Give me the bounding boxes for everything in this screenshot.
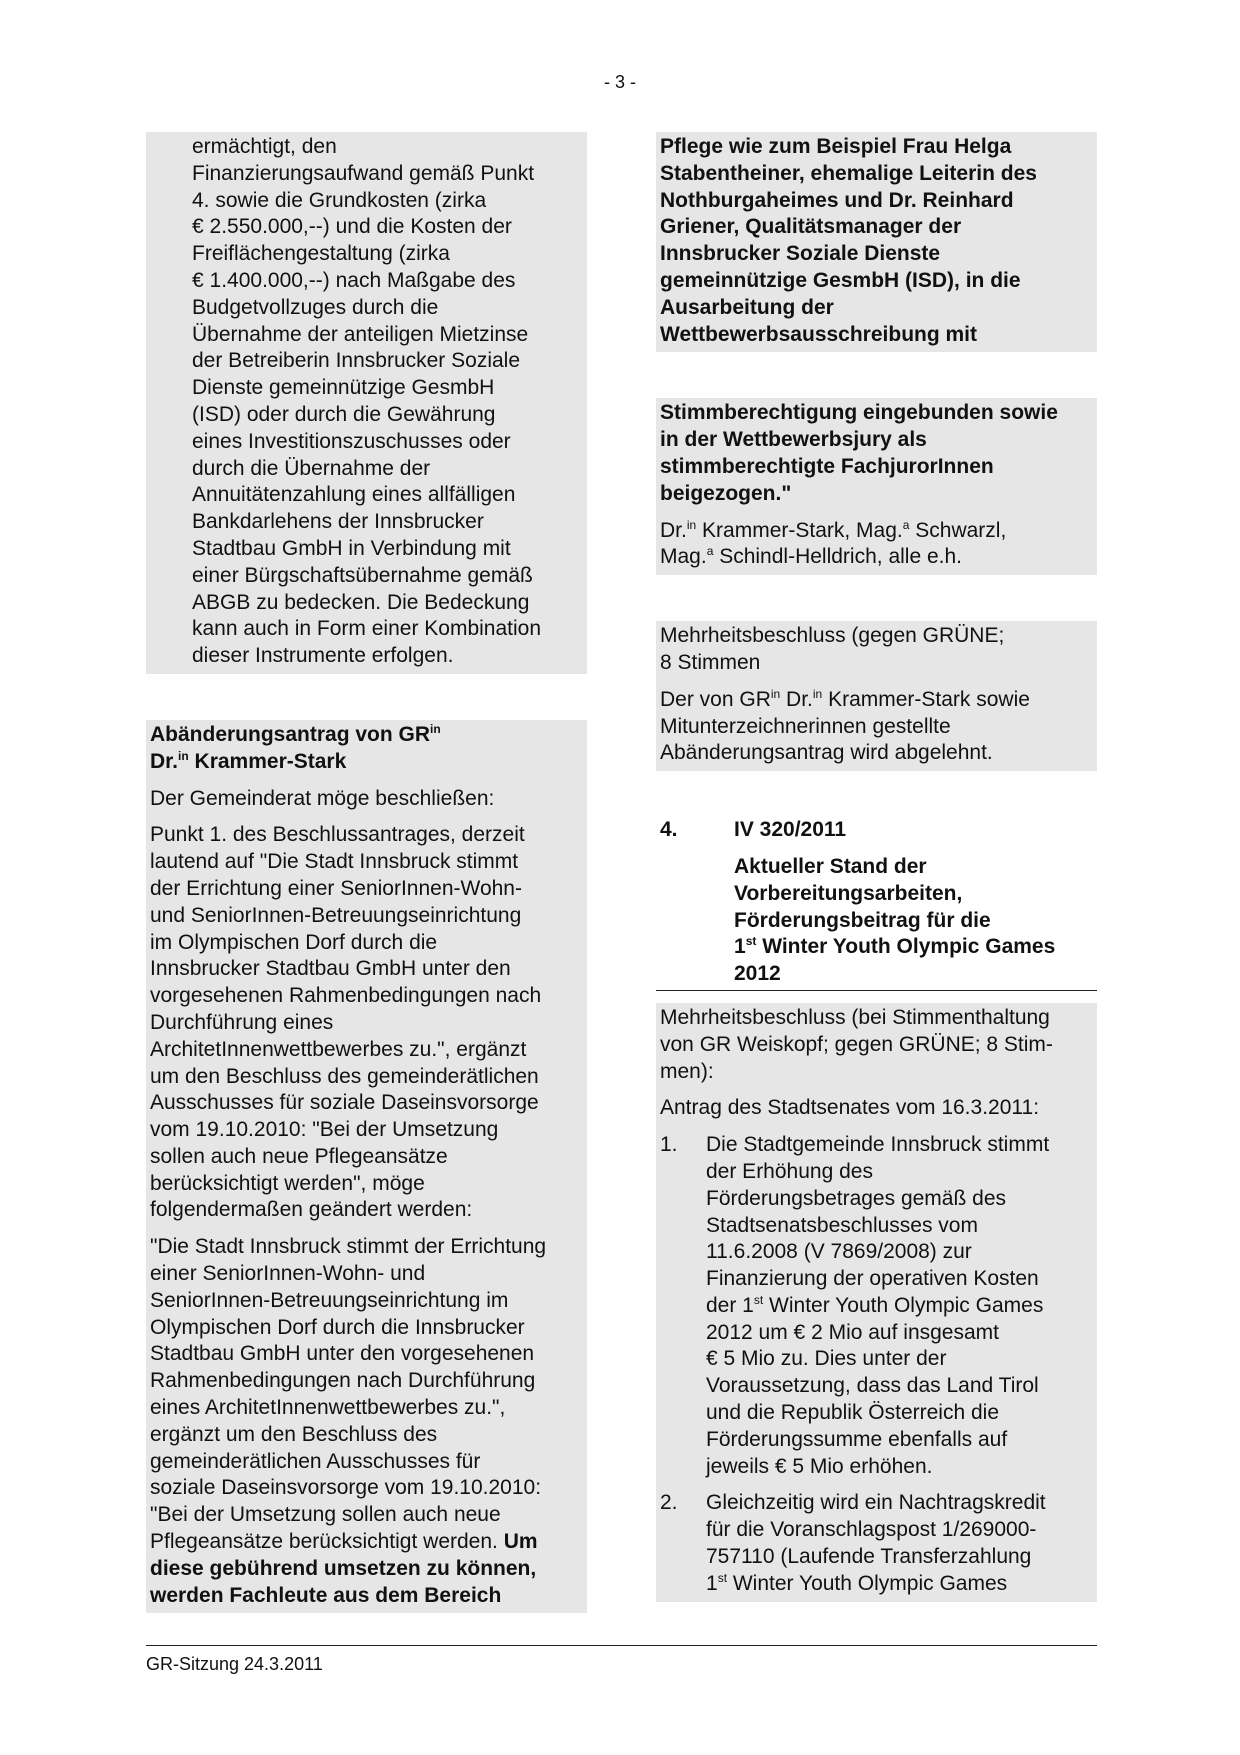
text-line: Aktueller Stand der <box>734 854 927 878</box>
text-line: Die Stadtgemeinde Innsbruck stimmt <box>706 1133 1050 1157</box>
text-line: vom 19.10.2010: "Bei der Umsetzung <box>150 1118 499 1142</box>
text-line: ArchitetInnenwettbewerbes zu.", ergänzt <box>150 1037 527 1061</box>
text-line: Innsbrucker Soziale Dienste <box>660 242 941 266</box>
text-line: (ISD) oder durch die Gewährung <box>192 402 496 426</box>
text-line: Innsbrucker Stadtbau GmbH unter den <box>150 957 511 981</box>
text-line: diese gebührend umsetzen zu können, <box>150 1556 537 1580</box>
text-line: um den Beschluss des gemeinderätlichen <box>150 1064 539 1088</box>
text-line: Mitunterzeichnerinnen gestellte <box>660 714 951 738</box>
right-column <box>656 132 1097 1602</box>
quote-bold-lines <box>150 1556 583 1610</box>
signers: Dr.$^{in}$ Krammer-Stark, Mag.$^a$ Schwarzl, Mag.$^a$ Schindl-Helldrich, alle e.h. <box>660 517 1007 569</box>
text-line: 757110 (Laufende Transferzahlung <box>706 1545 1032 1569</box>
text-line: Förderungsbeitrag für die <box>734 908 991 932</box>
text-line: der Errichtung einer SeniorInnen-Wohn- <box>150 876 522 900</box>
text-line: gemeinnützige GesmbH (ISD), in die <box>660 268 1021 292</box>
text-line: Ausarbeitung der <box>660 295 834 319</box>
text-line: Budgetvollzuges durch die <box>192 295 439 319</box>
text-line: Stabentheiner, ehemalige Leiterin des <box>660 161 1037 185</box>
quote-paragraph <box>150 1234 583 1502</box>
text-line: soziale Daseinsvorsorge vom 19.10.2010: <box>150 1476 542 1500</box>
quote-line: "Bei der Umsetzung sollen auch neue <box>150 1503 501 1527</box>
majority-block-2 <box>656 1003 1097 1602</box>
text-line: von GR Weiskopf; gegen GRÜNE; 8 Stim- <box>660 1032 1053 1056</box>
footer: GR-Sitzung 24.3.2011 <box>146 1645 1097 1675</box>
text-line: Freiflächengestaltung (zirka <box>192 242 450 266</box>
text-line: Voraussetzung, dass das Land Tirol <box>706 1374 1039 1398</box>
text-line: Pflege wie zum Beispiel Frau Helga <box>660 135 1012 158</box>
text-line: Dienste gemeinnützige GesmbH <box>192 376 495 400</box>
text-line: Wettbewerbsausschreibung mit <box>660 322 978 346</box>
text-line: Stadtsenatsbeschlusses vom <box>706 1213 978 1237</box>
text-line: jeweils € 5 Mio erhöhen. <box>706 1454 933 1478</box>
item-code: IV 320/2011 <box>734 818 847 842</box>
text-line: im Olympischen Dorf durch die <box>150 930 438 954</box>
text-line: Bankdarlehens der Innsbrucker <box>192 510 484 534</box>
bold-cont2-lines <box>660 400 1093 507</box>
text-line: € 2.550.000,--) und die Kosten der <box>192 215 512 239</box>
continued-paragraph <box>146 132 587 674</box>
text-line: Griener, Qualitätsmanager der <box>660 215 962 239</box>
text-line: 8 Stimmen <box>660 650 761 674</box>
text-line: Gleichzeitig wird ein Nachtragskredit <box>706 1491 1046 1515</box>
item-title: Aktueller Stand der Vorbereitungsarbeiten, Förderungsbeitrag für die 1st Winter Youth Olympic Games 2012 <box>660 854 1097 988</box>
rejected-line: Der von $GR^{in}$ Dr.$^{in}$ Krammer-Stark sowie <box>660 686 1030 711</box>
text-line: einer SeniorInnen-Wohn- und <box>150 1262 426 1286</box>
text-line: Vorbereitungsarbeiten, <box>734 881 963 905</box>
senate-line: Antrag des Stadtsenates vom 16.3.2011: <box>660 1096 1040 1120</box>
text-line: Stimmberechtigung eingebunden sowie <box>660 401 1058 425</box>
text-line: Stadtbau GmbH in Verbindung mit <box>192 536 511 560</box>
text-line: dieser Instrumente erfolgen. <box>192 644 454 668</box>
text-line: Nothburgaheimes und Dr. Reinhard <box>660 188 1014 212</box>
left-column <box>146 132 587 1613</box>
text-line: Mehrheitsbeschluss (gegen GRÜNE; <box>660 624 1005 648</box>
text-line: Durchführung eines <box>150 1010 334 1034</box>
text-line: folgendermaßen geändert werden: <box>150 1198 473 1222</box>
text-line: kann auch in Form einer Kombination <box>192 617 542 641</box>
council-line: Der Gemeinderat möge beschließen: <box>150 786 495 810</box>
text-line: "Die Stadt Innsbruck stimmt der Errichtung <box>150 1235 547 1259</box>
text-line: Mehrheitsbeschluss (bei Stimmenthaltung <box>660 1005 1050 1029</box>
text-line: der Betreiberin Innsbrucker Soziale <box>192 349 521 373</box>
text-line: beigezogen." <box>660 481 792 505</box>
page-number: - 3 - <box>603 72 636 92</box>
text-line: werden Fachleute aus dem Bereich <box>150 1583 502 1607</box>
text-line: gemeinderätlichen Ausschusses für <box>150 1449 481 1473</box>
text-line: ergänzt um den Beschluss des <box>150 1422 438 1446</box>
text-line: und die Republik Österreich die <box>706 1401 999 1425</box>
amendment-block <box>146 720 587 1614</box>
text-line: SeniorInnen-Betreuungseinrichtung im <box>150 1288 509 1312</box>
item-number: 4. <box>660 818 678 842</box>
text-line: eines ArchitetInnenwettbewerbes zu.", <box>150 1396 506 1420</box>
amendment-title: Abänderungsantrag von $GR^{in}$ Dr.$^{in}$ Krammer-Stark <box>150 721 441 773</box>
text-line: Finanzierung der operativen Kosten <box>706 1267 1039 1291</box>
text-line: vorgesehenen Rahmenbedingungen nach <box>150 984 542 1008</box>
text-line: Förderungsbetrages gemäß des <box>706 1186 1006 1210</box>
text-line: sollen auch neue Pflegeansätze <box>150 1144 448 1168</box>
text-line: eines Investitionszuschusses oder <box>192 429 511 453</box>
text-line: Olympischen Dorf durch die Innsbrucker <box>150 1315 525 1339</box>
text-line: 4. sowie die Grundkosten (zirka <box>192 188 487 212</box>
text-line: Stadtbau GmbH unter den vorgesehenen <box>150 1342 535 1366</box>
bold-continued-2 <box>656 398 1097 575</box>
cont-lines <box>192 134 583 670</box>
text-line: stimmberechtigte FachjurorInnen <box>660 454 994 478</box>
text-line: Annuitätenzahlung eines allfälligen <box>192 483 516 507</box>
majority2-lines <box>660 1005 1093 1085</box>
text-line: Übernahme der anteiligen Mietzinse <box>192 322 529 346</box>
text-line: einer Bürgschaftsübernahme gemäß <box>192 563 533 587</box>
text-line: für die Voranschlagspost 1/269000- <box>706 1518 1037 1542</box>
text-line: Finanzierungsaufwand gemäß Punkt <box>192 161 535 185</box>
list-item-1: 1. Die Stadtgemeinde Innsbruck stimmt der Erhöhung des Förderungsbetrages gemäß des Stadtsenatsbeschlusses vom 11.6.2008 (V 7869/2008) zur Finanzierung der operativen Kosten der 1st Winter Youth Olympic Games 2012 um € 2 Mio auf insgesamt € 5 Mio zu. Dies unter der Voraussetzung, dass das Land Tirol und die Republik Österreich die Förderungssumme ebenfalls auf jeweils € 5 Mio erhöhen. <box>660 1132 1093 1480</box>
text-line: lautend auf "Die Stadt Innsbruck stimmt <box>150 850 519 874</box>
majority1-lines <box>660 623 1093 677</box>
text-line: Punkt 1. des Beschlussantrages, derzeit <box>150 823 525 847</box>
text-line: und SeniorInnen-Betreuungseinrichtung <box>150 903 522 927</box>
text-line: berücksichtigt werden", möge <box>150 1171 425 1195</box>
text-line: Abänderungsantrag wird abgelehnt. <box>660 741 993 765</box>
text-line: € 5 Mio zu. Dies unter der <box>706 1347 947 1371</box>
text-line: in der Wettbewerbsjury als <box>660 428 927 452</box>
rejected-lines <box>660 714 1093 768</box>
text-line: Förderungssumme ebenfalls auf <box>706 1427 1008 1451</box>
text-line: men): <box>660 1059 714 1083</box>
text-line: 11.6.2008 (V 7869/2008) zur <box>706 1240 972 1264</box>
text-line: ermächtigt, den <box>192 135 337 158</box>
bold-continued <box>656 132 1097 352</box>
text-line: 2012 um € 2 Mio auf insgesamt <box>706 1320 999 1344</box>
majority-block-1 <box>656 621 1097 771</box>
bold-cont-lines <box>660 134 1093 348</box>
text-line: durch die Übernahme der <box>192 456 431 480</box>
text-line: der Erhöhung des <box>706 1159 873 1183</box>
text-line: ABGB zu bedecken. Die Bedeckung <box>192 590 530 614</box>
text-line: € 1.400.000,--) nach Maßgabe des <box>192 268 516 292</box>
punkt-paragraph <box>150 822 583 1224</box>
list-item-2: 2. Gleichzeitig wird ein Nachtragskredit für die Voranschlagspost 1/269000- 757110 (Laufende Transferzahlung 1st Winter Youth Olympic Games <box>660 1490 1093 1597</box>
quote-mixed-line: Pflegeansätze berücksichtigt werden. Um <box>150 1530 538 1554</box>
text-line: Ausschusses für soziale Daseinsvorsorge <box>150 1091 539 1115</box>
text-line: Rahmenbedingungen nach Durchführung <box>150 1369 536 1393</box>
agenda-item-4 <box>656 817 1097 991</box>
